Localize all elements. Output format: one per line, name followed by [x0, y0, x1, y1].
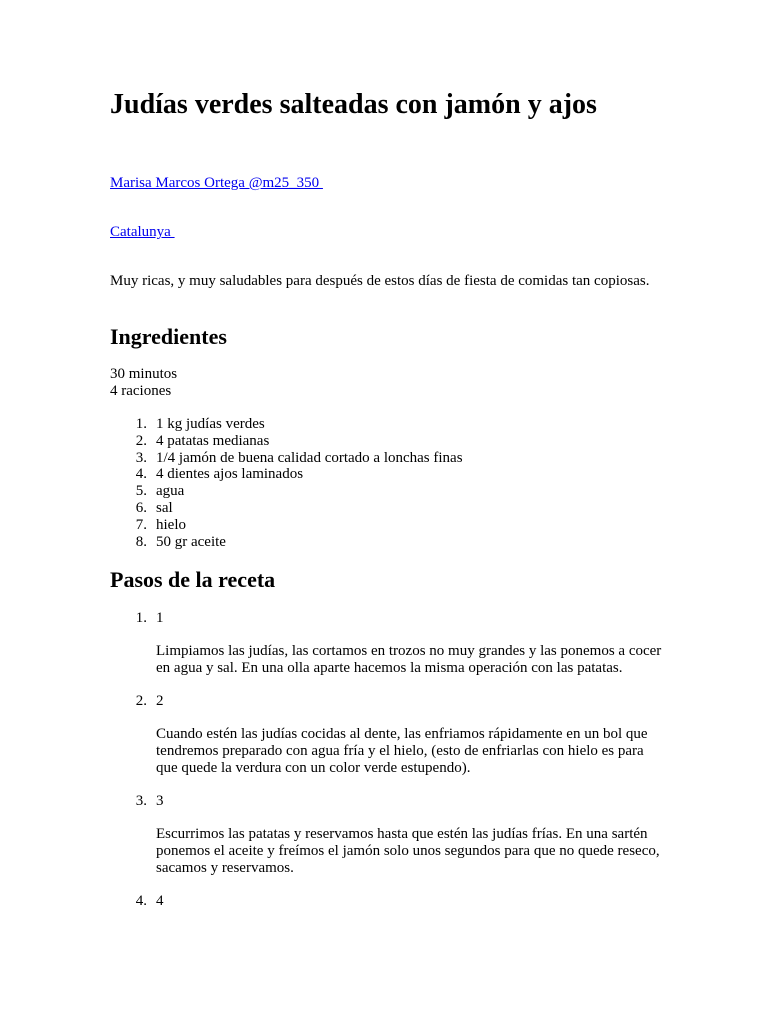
ingredient-item: [110, 466, 650, 483]
recipe-meta: [110, 366, 177, 400]
ingredient-number: 8.: [135, 533, 147, 550]
ingredients-list: [110, 416, 650, 550]
ingredient-item: [110, 483, 650, 500]
ingredient-item: [110, 500, 650, 517]
step-text: Escurrimos las patatas y reservamos hasta que estén las judías frías. En una sartén ponemos el aceite y freímos el jamón solo unos segundos para que no quede reseco, sacamos y reservamos.: [156, 826, 660, 876]
cooking-time: 30 minutos: [110, 366, 178, 382]
ingredient-item: [110, 517, 650, 534]
ingredient-item: [110, 450, 650, 467]
ingredient-text: 4 patatas medianas: [156, 432, 270, 449]
ingredient-item: [110, 416, 650, 433]
steps-heading: Pasos de la receta: [110, 567, 276, 592]
step-title: 2: [156, 693, 164, 709]
ingredient-text: 1/4 jamón de buena calidad cortado a lonchas finas: [156, 449, 463, 466]
ingredient-number: 3.: [135, 449, 147, 466]
steps-list: [110, 610, 670, 910]
ingredient-text: 1 kg judías verdes: [156, 416, 265, 432]
recipe-intro: Muy ricas, y muy saludables para después de estos días de fiesta de comidas tan copiosas.: [110, 273, 650, 289]
step-item: [110, 793, 670, 877]
step-title: 1: [156, 610, 164, 626]
step-item: [110, 893, 670, 910]
step-title: 4: [156, 893, 164, 909]
ingredient-number: 7.: [135, 516, 147, 533]
author-link[interactable]: Marisa Marcos Ortega @m25_350: [110, 175, 323, 191]
step-item: [110, 693, 670, 777]
step-number: 2.: [135, 693, 147, 709]
ingredient-text: 4 dientes ajos laminados: [156, 466, 304, 483]
ingredient-text: 50 gr aceite: [156, 533, 226, 550]
ingredient-number: 1.: [135, 416, 147, 432]
step-text: Cuando estén las judías cocidas al dente, las enfriamos rápidamente en un bol que tendremos preparado con agua fría y el hielo, (esto de enfriarlas con hielo es para que quede la verdura con un color verde estupendo).: [156, 726, 648, 776]
ingredients-heading: Ingredientes: [110, 324, 227, 349]
step-item: [110, 610, 670, 677]
ingredient-text: sal: [156, 499, 173, 516]
ingredient-number: 6.: [135, 499, 147, 516]
region-link[interactable]: Catalunya: [110, 224, 175, 240]
step-number: 4.: [135, 893, 147, 909]
ingredient-item: [110, 534, 650, 551]
step-number: 1.: [135, 610, 147, 626]
page-title: Judías verdes salteadas con jamón y ajos: [110, 89, 597, 120]
ingredient-number: 5.: [135, 483, 147, 500]
ingredient-text: agua: [156, 483, 185, 500]
ingredient-text: hielo: [156, 516, 186, 533]
servings: 4 raciones: [110, 383, 172, 399]
ingredient-number: 4.: [135, 466, 147, 483]
step-title: 3: [156, 793, 164, 809]
ingredient-number: 2.: [135, 432, 147, 449]
ingredient-item: [110, 433, 650, 450]
step-number: 3.: [135, 793, 147, 809]
step-text: Limpiamos las judías, las cortamos en trozos no muy grandes y las ponemos a cocer en agua y sal. En una olla aparte hacemos la misma operación con las patatas.: [156, 643, 662, 676]
